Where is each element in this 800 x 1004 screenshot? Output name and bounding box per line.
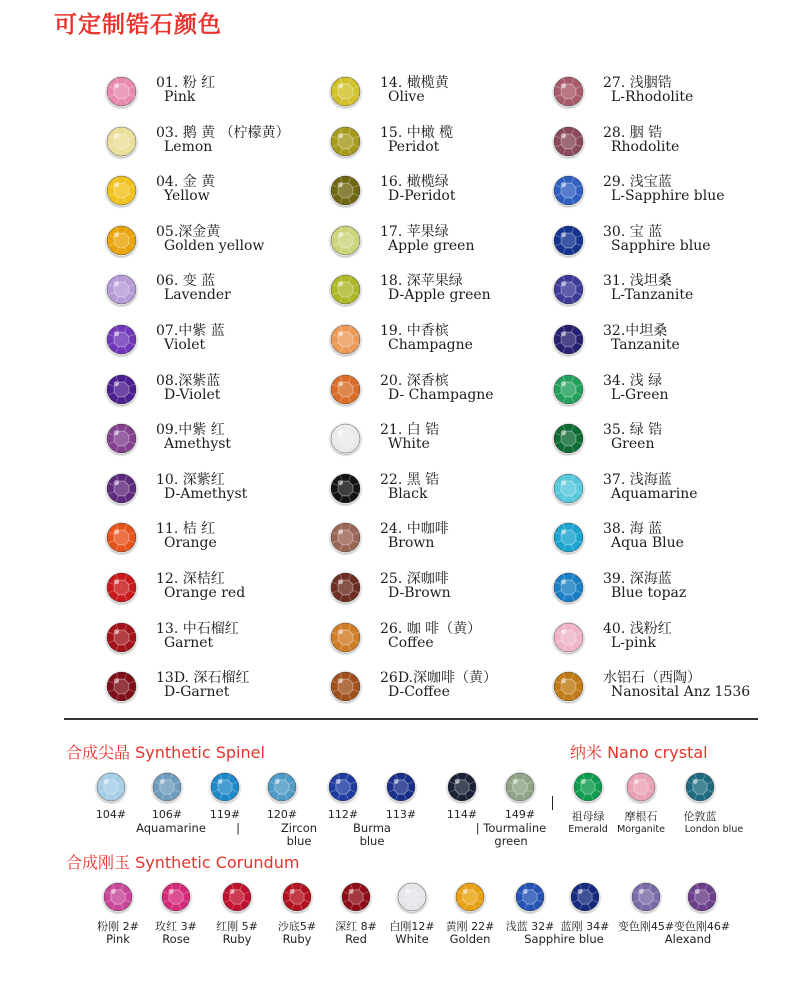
color-chinese-name: 26. 咖 啡（黄） xyxy=(380,620,482,637)
corundum-gem-icon xyxy=(687,882,717,912)
color-chinese-name: 28. 胭 锆 xyxy=(603,124,663,141)
color-english-name: L-Sapphire blue xyxy=(611,188,725,205)
color-english-name: D-Coffee xyxy=(388,684,450,701)
corundum-code-label: 黄刚 22# xyxy=(445,920,495,933)
color-english-name: Garnet xyxy=(164,634,214,651)
zircon-color-item xyxy=(106,320,326,360)
corundum-gem-icon xyxy=(455,882,485,912)
zircon-color-item xyxy=(106,221,326,261)
zircon-color-item xyxy=(553,370,773,410)
color-english-name: Apple green xyxy=(388,237,475,254)
zircon-color-item xyxy=(330,618,550,658)
corundum-name-label: Sapphire blue xyxy=(524,932,604,946)
color-english-name: Black xyxy=(388,485,428,502)
zircon-color-item xyxy=(330,667,550,707)
gem-swatch-icon xyxy=(106,76,137,107)
spinel-gem-icon xyxy=(267,772,297,802)
color-english-name: Lavender xyxy=(164,287,231,304)
color-chinese-name: 19. 中香槟 xyxy=(380,323,449,339)
corundum-code-label: 白刚12# xyxy=(389,920,435,933)
corundum-name-label: Ruby xyxy=(222,932,252,946)
spinel-name-label: | Tourmaline green xyxy=(475,821,547,848)
nano-english-label: London blue xyxy=(684,824,744,835)
zircon-color-item xyxy=(553,270,773,310)
nano-section-title: 纳米 Nano crystal xyxy=(570,743,708,762)
zircon-color-item xyxy=(330,72,550,112)
color-english-name: D-Brown xyxy=(388,585,451,601)
zircon-color-item xyxy=(330,320,550,360)
zircon-color-item xyxy=(330,221,550,261)
spinel-code-label: 112# xyxy=(327,808,359,821)
zircon-color-item xyxy=(330,518,550,558)
spinel-code-label: 104# xyxy=(95,808,127,821)
gem-swatch-icon xyxy=(330,423,361,454)
color-english-name: L-pink xyxy=(611,634,656,651)
color-chinese-name: 35. 绿 锆 xyxy=(603,422,663,439)
color-english-name: Brown xyxy=(388,535,435,552)
spinel-name-label: | xyxy=(236,821,240,835)
color-chinese-name: 16. 橄榄绿 xyxy=(380,174,449,191)
spinel-code-label: 113# xyxy=(385,808,417,821)
zircon-color-item xyxy=(106,270,326,310)
gem-swatch-icon xyxy=(553,622,584,653)
zircon-color-item xyxy=(553,667,773,707)
color-chinese-name: 20. 深香槟 xyxy=(380,372,449,389)
gem-swatch-icon xyxy=(106,522,137,553)
color-chinese-name: 17. 苹果绿 xyxy=(380,223,449,240)
corundum-gem-icon xyxy=(161,882,191,912)
color-chinese-name: 05.深金黄 xyxy=(156,223,221,240)
color-english-name: D- Champagne xyxy=(388,386,494,403)
color-chinese-name: 03. 鹅 黄 （柠檬黄） xyxy=(156,124,290,141)
corundum-code-label: 浅蓝 32# xyxy=(505,920,555,933)
gem-swatch-icon xyxy=(553,473,584,504)
color-english-name: Coffee xyxy=(388,634,434,651)
zircon-color-item xyxy=(330,469,550,509)
spinel-gem-icon xyxy=(152,772,182,802)
nano-gem-icon xyxy=(626,772,656,802)
corundum-gem-icon xyxy=(570,882,600,912)
corundum-name-label: Golden xyxy=(449,932,491,946)
zircon-color-item xyxy=(106,618,326,658)
zircon-color-item xyxy=(553,568,773,608)
zircon-color-item xyxy=(330,171,550,211)
gem-swatch-icon xyxy=(553,274,584,305)
zircon-color-item xyxy=(553,618,773,658)
color-chinese-name: 27. 浅胭锆 xyxy=(603,75,672,91)
corundum-gem-icon xyxy=(222,882,252,912)
corundum-gem-icon xyxy=(341,882,371,912)
zircon-color-item xyxy=(106,469,326,509)
color-chinese-name: 34. 浅 绿 xyxy=(603,372,663,389)
color-chinese-name: 26D.深咖啡（黄） xyxy=(380,670,497,687)
color-chinese-name: 09.中紫 红 xyxy=(156,422,225,439)
color-chinese-name: 40. 浅粉红 xyxy=(603,620,672,637)
spinel-code-label: 106# xyxy=(151,808,183,821)
gem-swatch-icon xyxy=(553,423,584,454)
color-english-name: Aquamarine xyxy=(611,485,698,502)
gem-swatch-icon xyxy=(330,76,361,107)
corundum-name-label: White xyxy=(395,932,429,946)
color-english-name: L-Rhodolite xyxy=(611,89,694,105)
corundum-section-title: 合成刚玉 Synthetic Corundum xyxy=(66,853,300,872)
corundum-name-label: Alexand xyxy=(664,932,712,946)
color-english-name: Orange xyxy=(164,535,217,552)
separator-bar xyxy=(552,796,553,810)
color-chinese-name: 11. 桔 红 xyxy=(156,521,216,538)
color-english-name: Tanzanite xyxy=(611,337,680,353)
corundum-gem-icon xyxy=(397,882,427,912)
spinel-code-label: 114# xyxy=(446,808,478,821)
color-english-name: Orange red xyxy=(164,585,246,601)
corundum-gem-icon xyxy=(515,882,545,912)
color-english-name: Lemon xyxy=(164,138,213,155)
corundum-name-label: Ruby xyxy=(282,932,312,946)
corundum-code-label: 变色刚45# xyxy=(617,920,675,933)
section-divider xyxy=(64,718,758,720)
nano-english-label: Morganite xyxy=(617,824,665,835)
color-english-name: Amethyst xyxy=(164,436,232,453)
zircon-color-item xyxy=(553,419,773,459)
gem-swatch-icon xyxy=(553,572,584,603)
color-english-name: Rhodolite xyxy=(611,138,680,155)
color-chinese-name: 37. 浅海蓝 xyxy=(603,471,672,488)
color-english-name: D-Violet xyxy=(164,386,221,403)
spinel-name-label: Zircon blue xyxy=(280,821,318,848)
nano-gem-icon xyxy=(573,772,603,802)
gem-swatch-icon xyxy=(330,473,361,504)
color-english-name: Nanosital Anz 1536 xyxy=(611,684,751,701)
gem-swatch-icon xyxy=(330,175,361,206)
nano-english-label: Emerald xyxy=(568,824,608,835)
spinel-gem-icon xyxy=(210,772,240,802)
color-english-name: L-Tanzanite xyxy=(611,287,694,304)
gem-swatch-icon xyxy=(553,175,584,206)
zircon-color-item xyxy=(106,667,326,707)
spinel-code-label: 120# xyxy=(266,808,298,821)
color-english-name: Yellow xyxy=(164,188,210,205)
gem-swatch-icon xyxy=(553,76,584,107)
page-title: 可定制锆石颜色 xyxy=(54,12,222,38)
zircon-color-item xyxy=(553,469,773,509)
corundum-gem-icon xyxy=(282,882,312,912)
gem-swatch-icon xyxy=(330,324,361,355)
gem-swatch-icon xyxy=(553,374,584,405)
color-english-name: Peridot xyxy=(388,138,440,155)
spinel-code-label: 119# xyxy=(209,808,241,821)
gem-swatch-icon xyxy=(106,225,137,256)
color-chinese-name: 38. 海 蓝 xyxy=(603,521,663,538)
gem-swatch-icon xyxy=(553,671,584,702)
color-english-name: Blue topaz xyxy=(611,585,687,601)
color-chinese-name: 22. 黑 锆 xyxy=(380,471,440,488)
spinel-gem-icon xyxy=(386,772,416,802)
corundum-gem-icon xyxy=(103,882,133,912)
color-chinese-name: 32.中坦桑 xyxy=(603,323,668,339)
gem-swatch-icon xyxy=(553,324,584,355)
color-chinese-name: 25. 深咖啡 xyxy=(380,571,449,587)
zircon-color-item xyxy=(553,72,773,112)
gem-swatch-icon xyxy=(330,126,361,157)
color-chinese-name: 21. 白 锆 xyxy=(380,422,440,439)
color-chinese-name: 水铝石（西陶） xyxy=(603,670,701,687)
gem-swatch-icon xyxy=(553,126,584,157)
corundum-name-label: Pink xyxy=(106,932,130,946)
corundum-code-label: 深红 8# xyxy=(335,920,377,933)
zircon-color-chart xyxy=(66,62,756,712)
gem-swatch-icon xyxy=(106,324,137,355)
color-english-name: Violet xyxy=(164,337,206,353)
corundum-code-label: 玫红 3# xyxy=(155,920,197,933)
color-chinese-name: 06. 变 蓝 xyxy=(156,273,216,290)
color-english-name: D-Amethyst xyxy=(164,485,248,502)
gem-swatch-icon xyxy=(330,522,361,553)
color-chinese-name: 24. 中咖啡 xyxy=(380,521,449,538)
color-chinese-name: 14. 橄榄黄 xyxy=(380,75,449,91)
zircon-color-item xyxy=(553,221,773,261)
color-chinese-name: 10. 深紫红 xyxy=(156,471,225,488)
gem-swatch-icon xyxy=(106,126,137,157)
gem-swatch-icon xyxy=(106,622,137,653)
color-english-name: D-Peridot xyxy=(388,188,456,205)
spinel-gem-icon xyxy=(447,772,477,802)
zircon-color-item xyxy=(330,122,550,162)
color-english-name: L-Green xyxy=(611,386,669,403)
gem-swatch-icon xyxy=(330,274,361,305)
color-english-name: Champagne xyxy=(388,337,473,353)
zircon-color-item xyxy=(553,171,773,211)
zircon-color-item xyxy=(330,419,550,459)
zircon-color-item xyxy=(330,370,550,410)
gem-swatch-icon xyxy=(106,274,137,305)
corundum-code-label: 粉刚 2# xyxy=(97,920,139,933)
gem-swatch-icon xyxy=(106,423,137,454)
gem-swatch-icon xyxy=(330,225,361,256)
color-english-name: Golden yellow xyxy=(164,237,265,254)
color-english-name: Aqua Blue xyxy=(611,535,684,552)
color-english-name: Sapphire blue xyxy=(611,237,711,254)
color-english-name: Olive xyxy=(388,89,425,105)
gem-swatch-icon xyxy=(330,572,361,603)
nano-chinese-label: 伦敦蓝 xyxy=(683,810,717,823)
gem-swatch-icon xyxy=(106,374,137,405)
gem-swatch-icon xyxy=(553,522,584,553)
nano-gem-icon xyxy=(685,772,715,802)
zircon-color-item xyxy=(553,320,773,360)
color-chinese-name: 29. 浅宝蓝 xyxy=(603,174,672,191)
zircon-color-item xyxy=(106,370,326,410)
corundum-name-label: Red xyxy=(345,932,367,946)
zircon-color-item xyxy=(553,518,773,558)
color-chinese-name: 18. 深苹果绿 xyxy=(380,273,463,290)
color-chinese-name: 12. 深桔红 xyxy=(156,571,225,587)
color-chinese-name: 39. 深海蓝 xyxy=(603,571,672,587)
corundum-gem-icon xyxy=(631,882,661,912)
corundum-code-label: 沙底5# xyxy=(277,920,317,933)
color-chinese-name: 15. 中橄 榄 xyxy=(380,124,454,141)
zircon-color-item xyxy=(106,171,326,211)
color-chinese-name: 13D. 深石榴红 xyxy=(156,670,250,687)
color-chinese-name: 07.中紫 蓝 xyxy=(156,323,225,339)
color-english-name: Green xyxy=(611,436,655,453)
nano-chinese-label: 摩根石 xyxy=(624,810,658,823)
gem-swatch-icon xyxy=(553,225,584,256)
zircon-color-item xyxy=(106,72,326,112)
gem-swatch-icon xyxy=(330,374,361,405)
gem-swatch-icon xyxy=(330,671,361,702)
color-english-name: D-Apple green xyxy=(388,287,491,304)
color-chinese-name: 30. 宝 蓝 xyxy=(603,223,663,240)
gem-swatch-icon xyxy=(106,572,137,603)
zircon-color-item xyxy=(106,518,326,558)
zircon-color-item xyxy=(106,419,326,459)
spinel-name-label: Aquamarine xyxy=(136,821,206,835)
spinel-section-title: 合成尖晶 Synthetic Spinel xyxy=(66,743,265,762)
spinel-gem-icon xyxy=(328,772,358,802)
gem-swatch-icon xyxy=(106,473,137,504)
spinel-name-label: Burma blue xyxy=(353,821,391,848)
corundum-code-label: 变色刚46# xyxy=(673,920,731,933)
color-english-name: D-Garnet xyxy=(164,684,230,701)
corundum-code-label: 红刚 5# xyxy=(216,920,258,933)
color-chinese-name: 31. 浅坦桑 xyxy=(603,273,672,290)
color-chinese-name: 08.深紫蓝 xyxy=(156,372,221,389)
color-chinese-name: 13. 中石榴红 xyxy=(156,620,239,637)
zircon-color-item xyxy=(330,270,550,310)
spinel-code-label: 149# xyxy=(504,808,536,821)
color-chinese-name: 01. 粉 红 xyxy=(156,75,216,91)
gem-swatch-icon xyxy=(106,671,137,702)
zircon-color-item xyxy=(553,122,773,162)
spinel-gem-icon xyxy=(96,772,126,802)
color-chinese-name: 04. 金 黄 xyxy=(156,174,216,191)
gem-swatch-icon xyxy=(106,175,137,206)
zircon-color-item xyxy=(106,122,326,162)
spinel-gem-icon xyxy=(505,772,535,802)
zircon-color-item xyxy=(330,568,550,608)
color-english-name: Pink xyxy=(164,89,196,105)
corundum-code-label: 蓝刚 34# xyxy=(560,920,610,933)
zircon-color-item xyxy=(106,568,326,608)
corundum-name-label: Rose xyxy=(162,932,190,946)
gem-swatch-icon xyxy=(330,622,361,653)
nano-chinese-label: 祖母绿 xyxy=(571,810,605,823)
color-english-name: White xyxy=(388,436,430,453)
